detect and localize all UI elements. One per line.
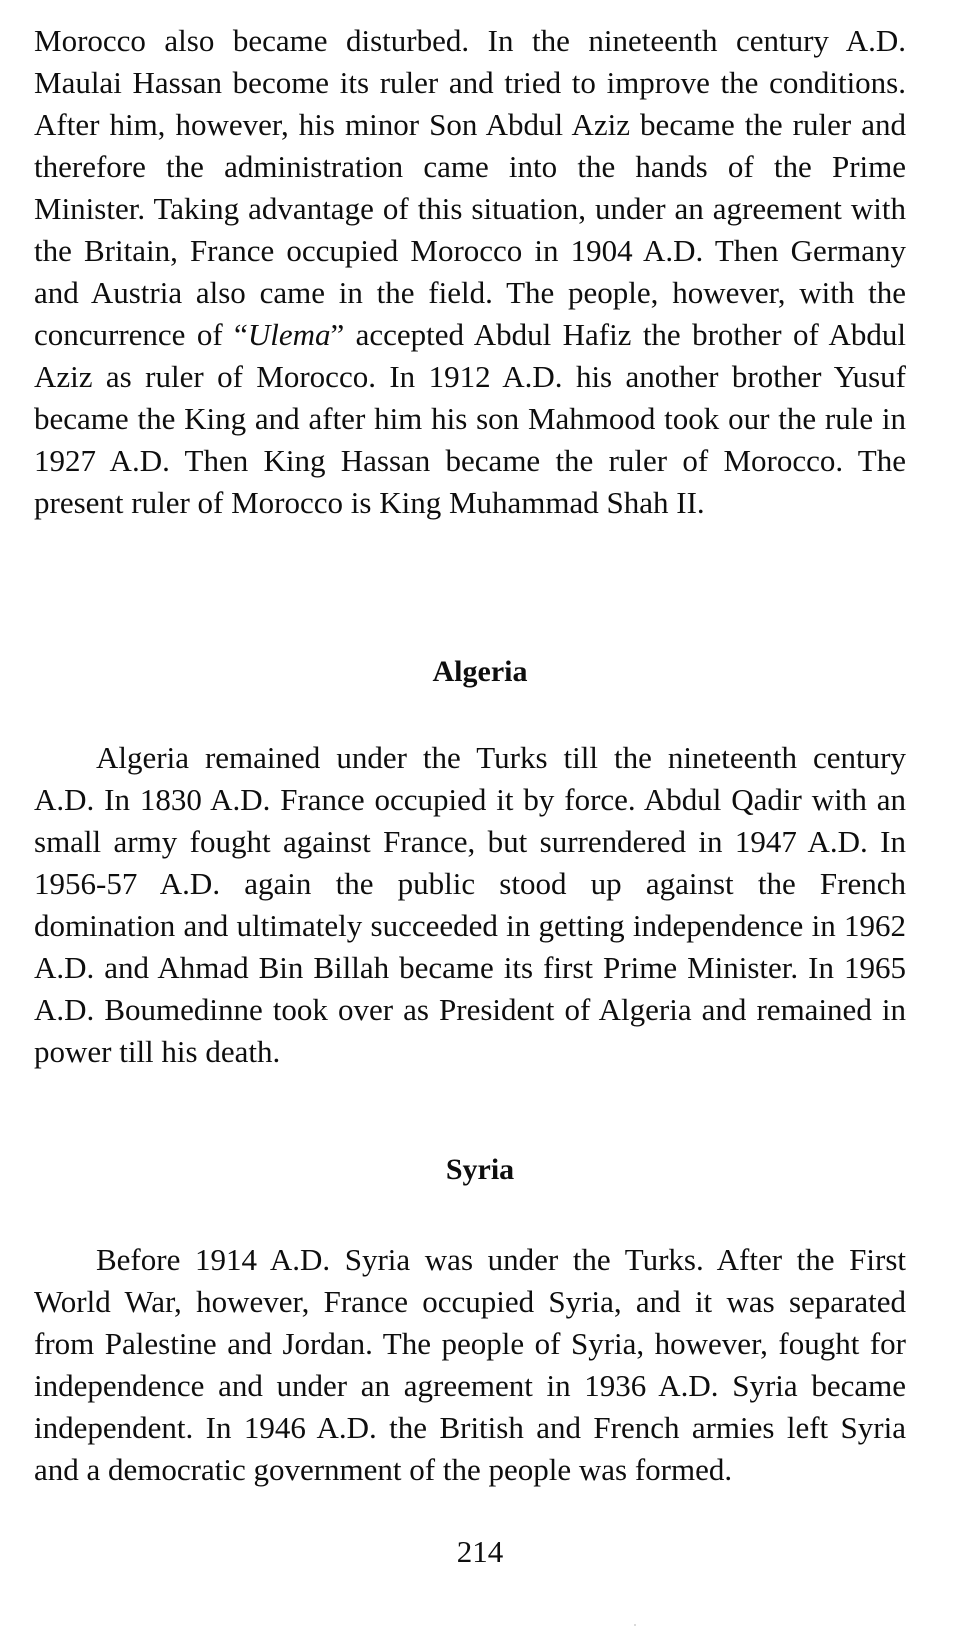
- algeria-paragraph: Algeria remained under the Turks till the nineteenth century A.D. In 1830 A.D. France occupied it by force. Abdul Qadir with an small army fought against France, but surrendered in 1947 A.D. In 1956-57 A.D. again the public stood up against the French domination and ultimately succeeded in getting independence in 1962 A.D. and Ahmad Bin Billah became its first Prime Minister. In 1965 A.D. Boumedinne took over as President of Algeria and remained in power till his death.: [34, 740, 906, 1069]
- morocco-text-part-1: Morocco also became disturbed. In the nineteenth century A.D. Maulai Hassan become its ruler and tried to improve the conditions. After him, however, his minor Son Abdul Aziz became the ruler and therefore the administration came into the hands of the Prime Minister. Taking advantage of this situation, under an agreement with the Britain, France occupied Morocco in 1904 A.D. Then Germany and Austria also came in the field. The people, however, with the concurrence of “: [34, 23, 906, 352]
- algeria-heading: Algeria: [432, 655, 528, 688]
- scan-speck: [634, 1624, 636, 1626]
- morocco-text-part-2: ” accepted Abdul Hafiz the brother of Abdul Aziz as ruler of Morocco. In 1912 A.D. his another brother Yusuf became the King and after him his son Mahmood took our the rule in 1927 A.D. Then King Hassan became the ruler of Morocco. The present ruler of Morocco is King Muhammad Shah II.: [34, 317, 906, 520]
- syria-paragraph-block: [34, 1239, 906, 1491]
- syria-heading: Syria: [445, 1153, 515, 1186]
- algeria-paragraph-block: [34, 737, 906, 1073]
- syria-paragraph: Before 1914 A.D. Syria was under the Turks. After the First World War, however, France occupied Syria, and it was separated from Palestine and Jordan. The people of Syria, however, fought for independence and under an agreement in 1936 A.D. Syria became independent. In 1946 A.D. the British and French armies left Syria and a democratic government of the people was formed.: [34, 1242, 906, 1487]
- morocco-paragraph-block: [34, 20, 906, 524]
- morocco-paragraph: [34, 20, 906, 524]
- page-number: 214: [456, 1534, 504, 1569]
- ulema-term: Ulema: [247, 317, 331, 352]
